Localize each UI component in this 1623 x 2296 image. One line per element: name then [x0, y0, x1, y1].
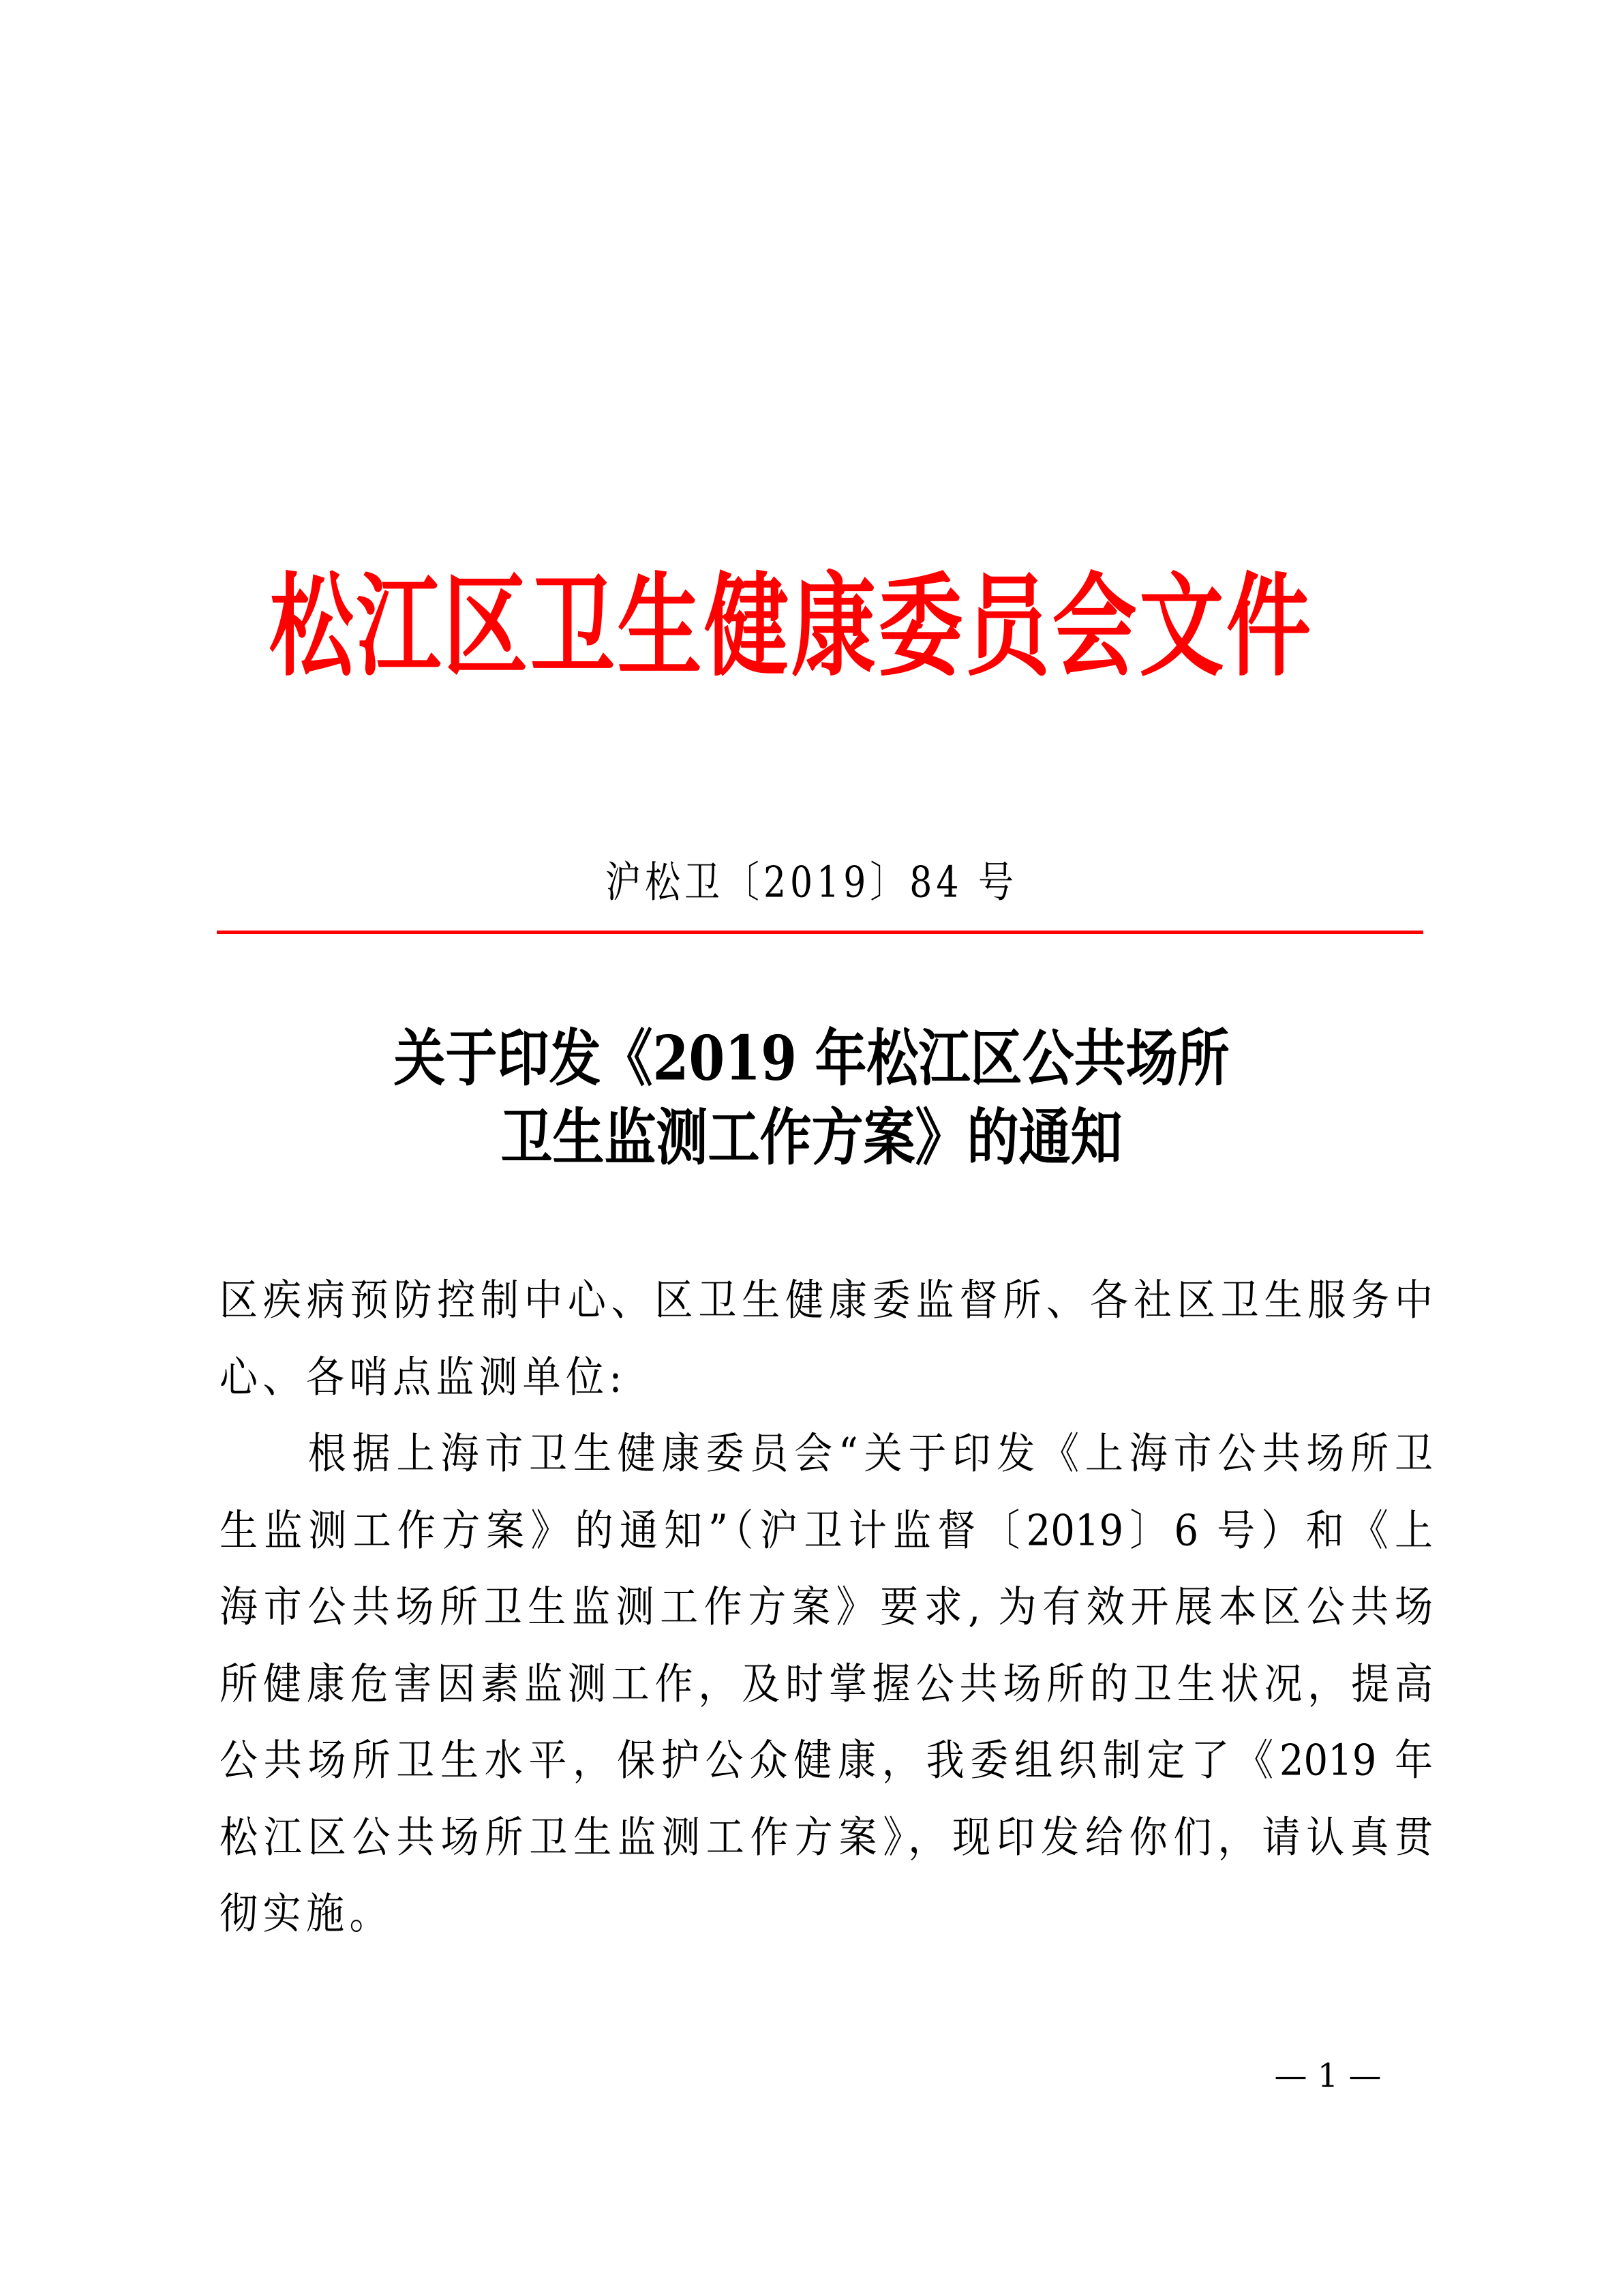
document-number: 沪松卫〔2019〕84 号 — [605, 858, 1018, 907]
paragraph-line: 海市公共场所卫生监测工作方案》要求, 为有效开展本区公共场 — [219, 1582, 1433, 1633]
paragraph-line: 生监测工作方案》的通知”（沪卫计监督〔2019〕6 号）和《上 — [219, 1505, 1433, 1556]
notice-headline — [0, 1019, 1623, 1177]
addressee-line: 区疾病预防控制中心、区卫生健康委监督所、各社区卫生服务中 — [219, 1275, 1433, 1326]
paragraph-line: 松江区公共场所卫生监测工作方案》，现印发给你们，请认真贯 — [219, 1812, 1433, 1862]
headline-line-2: 卫生监测工作方案》的通知 — [500, 1101, 1123, 1173]
notice-body — [219, 1267, 1433, 1957]
page-number: — 1 — — [1274, 2057, 1382, 2095]
paragraph-line: 所健康危害因素监测工作，及时掌握公共场所的卫生状况，提高 — [219, 1659, 1433, 1709]
paragraph-line: 公共场所卫生水平，保护公众健康，我委组织制定了《2019 年 — [219, 1736, 1433, 1786]
masthead-title: 松江区卫生健康委员会文件 — [269, 561, 1312, 693]
addressee-line: 心、各哨点监测单位: — [219, 1352, 627, 1402]
paragraph-line: 根据上海市卫生健康委员会“关于印发《上海市公共场所卫 — [219, 1429, 1433, 1479]
paragraph-line: 彻实施。 — [219, 1889, 393, 1939]
headline-line-1: 关于印发《2019 年松江区公共场所 — [393, 1022, 1230, 1094]
red-divider-rule — [217, 931, 1423, 934]
